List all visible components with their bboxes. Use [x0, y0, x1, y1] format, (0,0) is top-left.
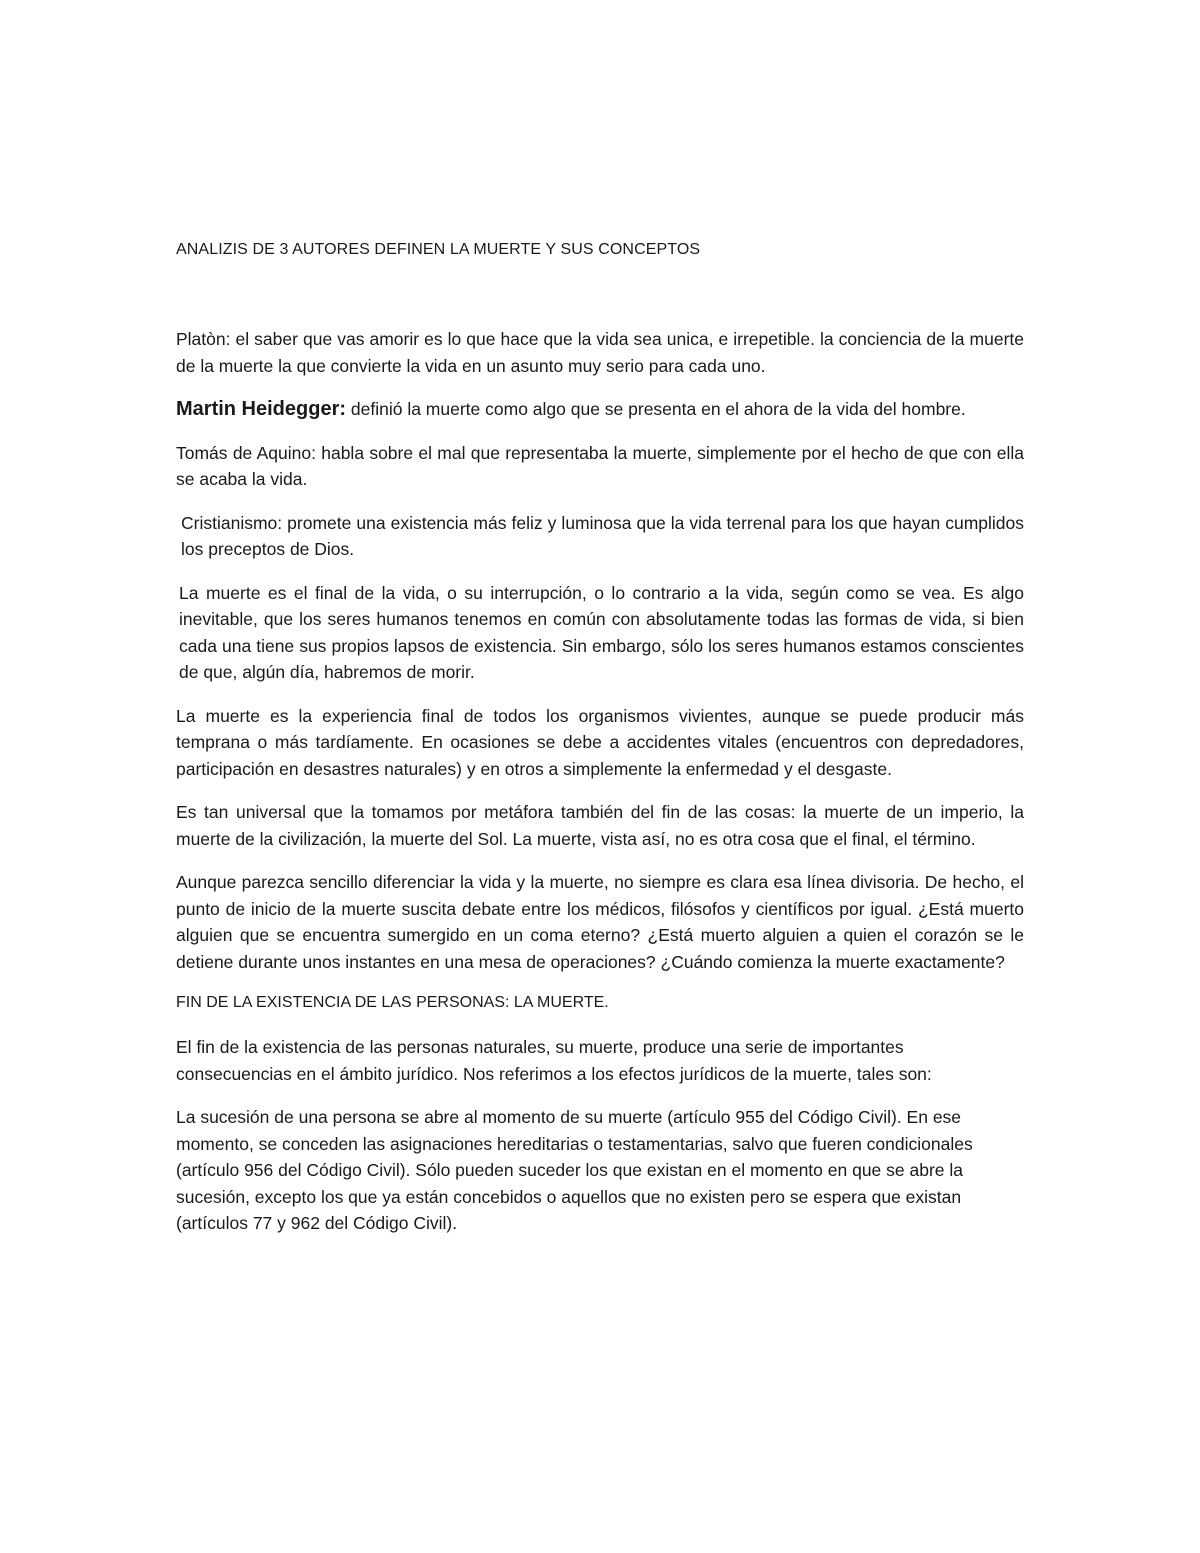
paragraph-universal: Es tan universal que la tomamos por metáfora también del fin de las cosas: la muerte de un imperio, la muerte de la civilización, la muerte del Sol. La muerte, vista así, no es otra cosa que el final, el término.	[176, 802, 1024, 849]
paragraph-fin-existencia: El fin de la existencia de las personas naturales, su muerte, produce una serie de importantes consecuencias en el ámbito jurídico. Nos referimos a los efectos jurídicos de la muerte, tales son:	[176, 1037, 932, 1084]
paragraph-final-de-la-vida: La muerte es el final de la vida, o su interrupción, o lo contrario a la vida, según como se vea. Es algo inevitable, que los seres humanos tenemos en común con absolutamente todas las formas de vida, si bien cada una tiene sus propios lapsos de existencia. Sin embargo, sólo los seres humanos estamos conscientes de que, algún día, habremos de morir.	[179, 582, 1024, 682]
paragraph-sucesion: La sucesión de una persona se abre al momento de su muerte (artículo 955 del Código Civil). En ese momento, se conceden las asignaciones hereditarias o testamentarias, salvo que fueren condicionales (artículo 956 del Código Civil). Sólo pueden suceder los que existan en el momento en que se abre la sucesión, excepto los que ya están concebidos o aquellos que no existen pero se espera que existan (artículos 77 y 962 del Código Civil).	[176, 1107, 973, 1233]
paragraph-heidegger	[176, 396, 1024, 423]
paragraph-aquino: Tomás de Aquino: habla sobre el mal que representaba la muerte, simplemente por el hecho de que con ella se acaba la vida.	[176, 442, 1024, 489]
heidegger-text: definió la muerte como algo que se presenta en el ahora de la vida del hombre.	[346, 399, 966, 419]
document-title: ANALIZIS DE 3 AUTORES DEFINEN LA MUERTE Y SUS CONCEPTOS	[176, 241, 701, 258]
paragraph-diferenciar: Aunque parezca sencillo diferenciar la vida y la muerte, no siempre es clara esa línea divisoria. De hecho, el punto de inicio de la muerte suscita debate entre los médicos, filósofos y científicos por igual. ¿Está muerto alguien que se encuentra sumergido en un coma eterno? ¿Está muerto alguien a quien el corazón se le detiene durante unos instantes en una mesa de operaciones? ¿Cuándo comienza la muerte exactamente?	[176, 872, 1024, 972]
paragraph-platon	[176, 326, 1024, 379]
platon-text: el saber que vas amorir es lo que hace que la vida sea unica, e irrepetible. la conciencia de la muerte de la muerte la que convierte la vida en un asunto muy serio para cada uno.	[176, 329, 1024, 376]
author-label-heidegger: Martin Heidegger:	[176, 398, 347, 420]
paragraph-experiencia-final: La muerte es la experiencia final de todos los organismos vivientes, aunque se puede producir más temprana o más tardíamente. En ocasiones se debe a accidentes vitales (encuentros con depredadores, participación en desastres naturales) y en otros a simplemente la enfermedad y el desgaste.	[176, 705, 1024, 779]
document-body	[176, 239, 1024, 1254]
section-heading: FIN DE LA EXISTENCIA DE LAS PERSONAS: LA MUERTE.	[176, 994, 609, 1011]
paragraph-cristianismo: Cristianismo: promete una existencia más feliz y luminosa que la vida terrenal para los que hayan cumplidos los preceptos de Dios.	[181, 512, 1024, 559]
author-label-platon: Platòn:	[176, 329, 231, 349]
